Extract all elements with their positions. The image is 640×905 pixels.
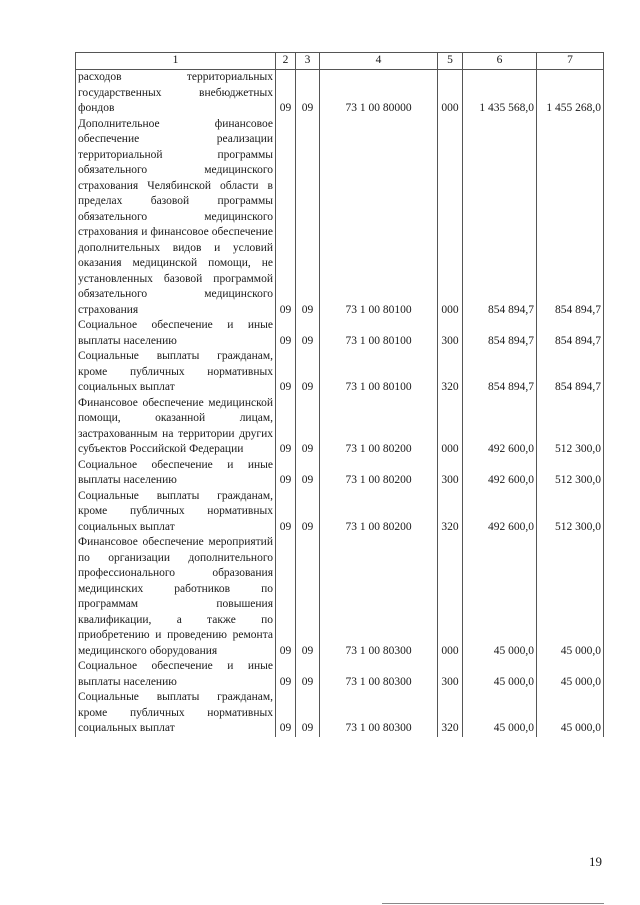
row-name-cell: Дополнительное финансовое обеспечение реализации территориальной программы обязательного медицинского страхования Челябинской области в пределах базовой программы обязательного медицинского страхования и финансовое обеспечение дополнительных видов и условий оказания медицинской помощи, не установленных базовой программой обязательного медицинского страхования bbox=[76, 117, 276, 319]
row-expense-type-cell: 000 bbox=[438, 117, 463, 319]
table-row bbox=[76, 690, 604, 737]
row-target-article-cell: 73 1 00 80200 bbox=[320, 396, 438, 458]
row-amount-year2-cell: 45 000,0 bbox=[537, 535, 604, 659]
row-subsection-cell: 09 bbox=[296, 659, 320, 690]
table-row bbox=[76, 70, 604, 117]
row-amount-year1-cell: 854 894,7 bbox=[463, 318, 537, 349]
row-expense-type-cell: 320 bbox=[438, 489, 463, 536]
row-expense-type-cell: 320 bbox=[438, 690, 463, 737]
row-expense-type-cell: 300 bbox=[438, 659, 463, 690]
row-amount-year2-cell: 512 300,0 bbox=[537, 489, 604, 536]
header-cell-6: 6 bbox=[463, 53, 537, 70]
row-name-cell: Социальные выплаты гражданам, кроме публичных нормативных социальных выплат bbox=[76, 489, 276, 536]
row-subsection-cell: 09 bbox=[296, 117, 320, 319]
row-name-cell: Социальное обеспечение и иные выплаты населению bbox=[76, 659, 276, 690]
header-cell-3: 3 bbox=[296, 53, 320, 70]
row-target-article-cell: 73 1 00 80000 bbox=[320, 70, 438, 117]
row-name-cell: Финансовое обеспечение медицинской помощи, оказанной лицам, застрахованным на территории других субъектов Российской Федерации bbox=[76, 396, 276, 458]
row-amount-year1-cell: 1 435 568,0 bbox=[463, 70, 537, 117]
row-expense-type-cell: 000 bbox=[438, 396, 463, 458]
footer-divider bbox=[382, 903, 604, 904]
row-target-article-cell: 73 1 00 80300 bbox=[320, 659, 438, 690]
row-subsection-cell: 09 bbox=[296, 396, 320, 458]
row-name-cell: Финансовое обеспечение мероприятий по организации дополнительного профессионального образования медицинских работников по программам повышения квалификации, а также по приобретению и проведению ремонта медицинского оборудования bbox=[76, 535, 276, 659]
row-section-cell: 09 bbox=[276, 659, 296, 690]
table-row bbox=[76, 318, 604, 349]
row-section-cell: 09 bbox=[276, 396, 296, 458]
row-name-cell: Социальное обеспечение и иные выплаты населению bbox=[76, 318, 276, 349]
header-cell-7: 7 bbox=[537, 53, 604, 70]
row-amount-year2-cell: 512 300,0 bbox=[537, 458, 604, 489]
row-name-cell: Социальные выплаты гражданам, кроме публичных нормативных социальных выплат bbox=[76, 690, 276, 737]
row-amount-year2-cell: 854 894,7 bbox=[537, 318, 604, 349]
row-target-article-cell: 73 1 00 80200 bbox=[320, 489, 438, 536]
table-row bbox=[76, 489, 604, 536]
row-target-article-cell: 73 1 00 80100 bbox=[320, 318, 438, 349]
header-cell-5: 5 bbox=[438, 53, 463, 70]
row-section-cell: 09 bbox=[276, 690, 296, 737]
row-amount-year1-cell: 492 600,0 bbox=[463, 489, 537, 536]
row-section-cell: 09 bbox=[276, 70, 296, 117]
row-subsection-cell: 09 bbox=[296, 70, 320, 117]
row-subsection-cell: 09 bbox=[296, 690, 320, 737]
table-row bbox=[76, 659, 604, 690]
row-subsection-cell: 09 bbox=[296, 318, 320, 349]
header-cell-1: 1 bbox=[76, 53, 276, 70]
row-amount-year1-cell: 45 000,0 bbox=[463, 659, 537, 690]
header-cell-4: 4 bbox=[320, 53, 438, 70]
row-expense-type-cell: 000 bbox=[438, 535, 463, 659]
row-name-cell: Социальные выплаты гражданам, кроме публичных нормативных социальных выплат bbox=[76, 349, 276, 396]
row-target-article-cell: 73 1 00 80100 bbox=[320, 117, 438, 319]
row-amount-year1-cell: 854 894,7 bbox=[463, 349, 537, 396]
row-amount-year1-cell: 492 600,0 bbox=[463, 458, 537, 489]
row-expense-type-cell: 000 bbox=[438, 70, 463, 117]
row-expense-type-cell: 300 bbox=[438, 318, 463, 349]
row-amount-year1-cell: 854 894,7 bbox=[463, 117, 537, 319]
row-amount-year1-cell: 492 600,0 bbox=[463, 396, 537, 458]
row-subsection-cell: 09 bbox=[296, 535, 320, 659]
row-amount-year2-cell: 512 300,0 bbox=[537, 396, 604, 458]
row-section-cell: 09 bbox=[276, 318, 296, 349]
row-subsection-cell: 09 bbox=[296, 489, 320, 536]
header-cell-2: 2 bbox=[276, 53, 296, 70]
table-row bbox=[76, 458, 604, 489]
table-row bbox=[76, 396, 604, 458]
row-section-cell: 09 bbox=[276, 458, 296, 489]
row-section-cell: 09 bbox=[276, 535, 296, 659]
row-target-article-cell: 73 1 00 80200 bbox=[320, 458, 438, 489]
row-expense-type-cell: 320 bbox=[438, 349, 463, 396]
row-target-article-cell: 73 1 00 80300 bbox=[320, 535, 438, 659]
row-amount-year2-cell: 854 894,7 bbox=[537, 349, 604, 396]
table-row bbox=[76, 117, 604, 319]
row-amount-year2-cell: 45 000,0 bbox=[537, 659, 604, 690]
row-name-cell: Социальное обеспечение и иные выплаты населению bbox=[76, 458, 276, 489]
row-section-cell: 09 bbox=[276, 489, 296, 536]
row-section-cell: 09 bbox=[276, 117, 296, 319]
row-target-article-cell: 73 1 00 80300 bbox=[320, 690, 438, 737]
row-amount-year2-cell: 1 455 268,0 bbox=[537, 70, 604, 117]
row-amount-year1-cell: 45 000,0 bbox=[463, 690, 537, 737]
budget-table bbox=[75, 52, 604, 737]
table-row bbox=[76, 349, 604, 396]
row-section-cell: 09 bbox=[276, 349, 296, 396]
row-amount-year1-cell: 45 000,0 bbox=[463, 535, 537, 659]
page-number: 19 bbox=[589, 854, 602, 869]
row-expense-type-cell: 300 bbox=[438, 458, 463, 489]
row-subsection-cell: 09 bbox=[296, 458, 320, 489]
row-subsection-cell: 09 bbox=[296, 349, 320, 396]
header-row bbox=[76, 53, 604, 70]
row-name-cell: расходов территориальных государственных внебюджетных фондов bbox=[76, 70, 276, 117]
row-target-article-cell: 73 1 00 80100 bbox=[320, 349, 438, 396]
table-row bbox=[76, 535, 604, 659]
row-amount-year2-cell: 854 894,7 bbox=[537, 117, 604, 319]
row-amount-year2-cell: 45 000,0 bbox=[537, 690, 604, 737]
